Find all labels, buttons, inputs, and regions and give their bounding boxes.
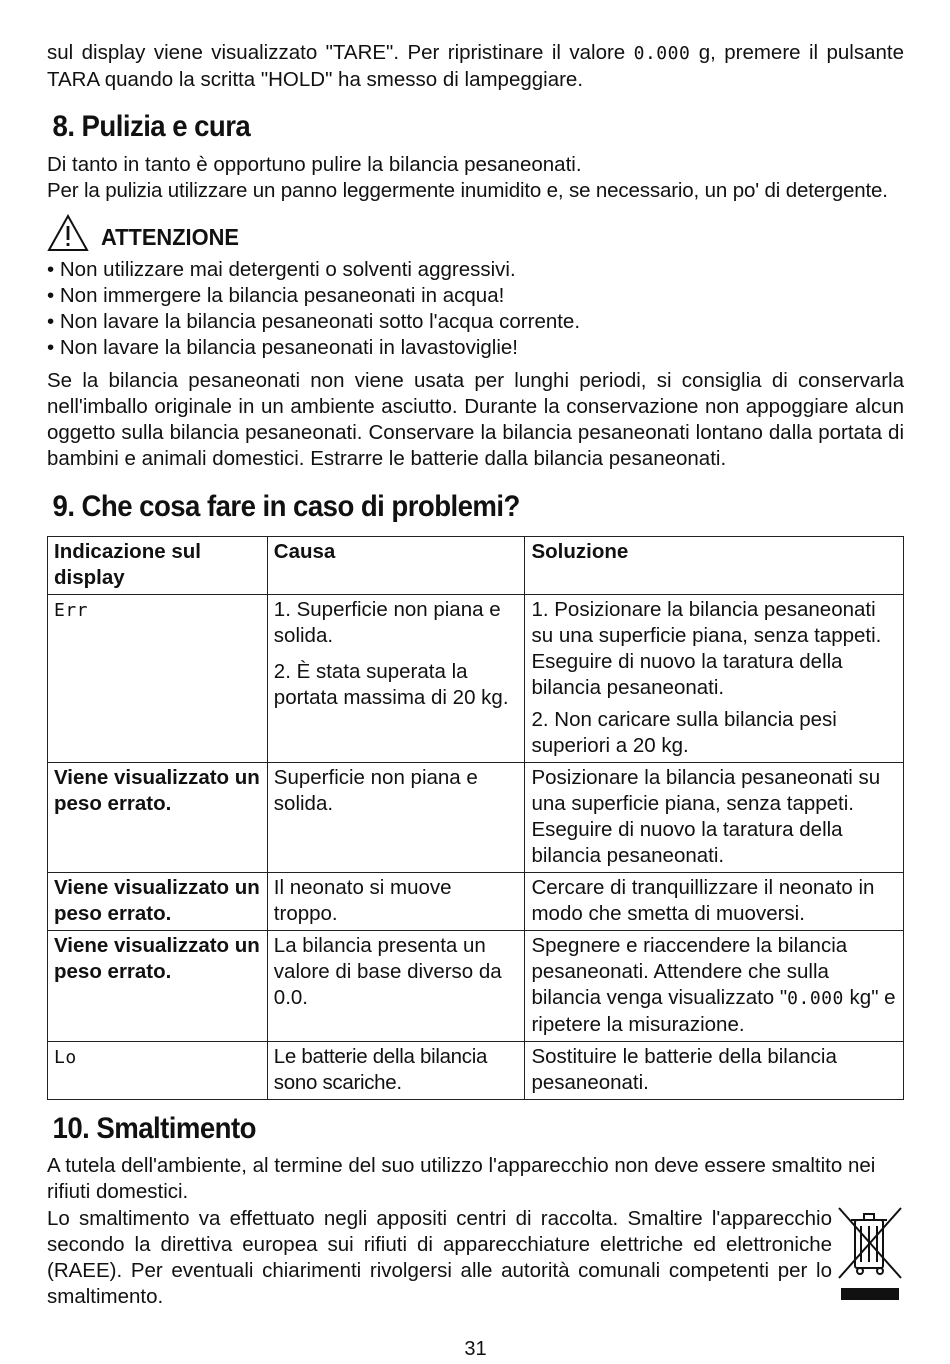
section-9-title: 9. Che cosa fare in caso di problemi?: [52, 490, 520, 523]
intro-text-before: sul display viene visualizzato "TARE". Per ripristinare il valore: [47, 41, 634, 64]
solution-text-after: kg" e ripetere la misurazione.: [531, 986, 896, 1036]
section-8-intro: [47, 152, 917, 204]
storage-paragraph: Se la bilancia pesaneonati non viene usata per lunghi periodi, si consiglia di conservarla nell'imballo originale in un ambiente asciutto. Durante la conservazione non appoggiare alcun oggetto sulla bilancia pesaneonati. Conservare la bilancia pesaneonati lontano dalla portata di bambini e animali domestici. Estrarre le batterie dalla bilancia pesaneonati.: [47, 369, 904, 470]
display-code: Lo: [54, 1047, 77, 1068]
section-8-line-1: Di tanto in tanto è opportuno pulire la bilancia pesaneonati.: [47, 153, 582, 176]
solution-cell: Cercare di tranquillizzare il neonato in modo che smetta di muoversi.: [525, 873, 904, 931]
indication-cell: [48, 1042, 268, 1100]
table-row: [48, 931, 904, 1042]
cause-cell: Le batterie della bilancia sono scariche.: [267, 1042, 525, 1100]
solution-cell: Posizionare la bilancia pesaneonati su una superficie piana, senza tappeti. Eseguire di nuovo la taratura della bilancia pesaneonati.: [525, 763, 904, 873]
table-header-row: [48, 537, 904, 595]
disposal-paragraph-1: A tutela dell'ambiente, al termine del suo utilizzo l'apparecchio non deve essere smaltito nei rifiuti domestici.: [47, 1154, 876, 1203]
cause-cell: [267, 595, 525, 763]
solution-cell: [525, 931, 904, 1042]
intro-paragraph: [47, 40, 904, 93]
warning-heading: [47, 214, 246, 252]
table-row: [48, 763, 904, 873]
warning-item: • Non immergere la bilancia pesaneonati in acqua!: [47, 283, 580, 309]
table-row: [48, 1042, 904, 1100]
indication-cell: Viene visualizzato un peso errato.: [48, 763, 268, 873]
header-indication: Indicazione sul display: [48, 537, 268, 595]
intro-text-after: g, premere il pulsante TARA quando la scritta "HOLD" ha smesso di lampeggiare.: [47, 41, 904, 91]
disposal-paragraph-2: Lo smaltimento va effettuato negli appositi centri di raccolta. Smaltire l'apparecchio secondo la direttiva europea sui rifiuti di apparecchiature elettriche ed elettroniche (RAEE). Per eventuali chiarimenti rivolgersi alle autorità comunali competenti per lo smaltimento.: [47, 1207, 832, 1308]
display-code: Err: [54, 600, 89, 621]
solution-text-before: Spegnere e riaccendere la bilancia pesaneonati. Attendere che sulla bilancia venga visualizzato ": [531, 934, 848, 1009]
section-8-title: 8. Pulizia e cura: [52, 110, 251, 143]
cause-item: 1. Superficie non piana e solida.: [273, 598, 501, 647]
header-cause: Causa: [267, 537, 525, 595]
cause-cell: Il neonato si muove troppo.: [267, 873, 525, 931]
display-value: 0.000: [633, 43, 691, 64]
cause-item: 2. È stata superata la portata massima di 20 kg.: [273, 660, 509, 709]
header-solution: Soluzione: [525, 537, 904, 595]
warning-triangle-icon: [47, 214, 89, 252]
solution-cell: Sostituire le batterie della bilancia pesaneonati.: [525, 1042, 904, 1100]
indication-cell: [48, 595, 268, 763]
section-10-title: 10. Smaltimento: [52, 1112, 256, 1145]
solution-item: 2. Non caricare sulla bilancia pesi superiori a 20 kg.: [531, 708, 837, 757]
warning-item: • Non lavare la bilancia pesaneonati sotto l'acqua corrente.: [47, 309, 580, 335]
section-8-line-2: Per la pulizia utilizzare un panno leggermente inumidito e, se necessario, un po' di detergente.: [47, 179, 888, 202]
warning-item: • Non lavare la bilancia pesaneonati in lavastoviglie!: [47, 335, 580, 361]
page-number: 31: [464, 1338, 487, 1360]
indication-cell: Viene visualizzato un peso errato.: [48, 931, 268, 1042]
troubleshooting-table: [47, 536, 904, 1100]
cause-cell: La bilancia presenta un valore di base diverso da 0.0.: [267, 931, 525, 1042]
weee-crossed-bin-icon: [835, 1204, 905, 1304]
table-row: [48, 595, 904, 763]
warning-title: ATTENZIONE: [101, 224, 239, 250]
solution-item: 1. Posizionare la bilancia pesaneonati su una superficie piana, senza tappeti. Eseguire di nuovo la taratura della bilancia pesaneonati.: [531, 598, 882, 699]
cause-cell: Superficie non piana e solida.: [267, 763, 525, 873]
indication-cell: Viene visualizzato un peso errato.: [48, 873, 268, 931]
display-value: 0.000: [787, 988, 844, 1009]
solution-cell: [525, 595, 904, 763]
warning-list: [47, 257, 580, 361]
warning-item: • Non utilizzare mai detergenti o solventi aggressivi.: [47, 257, 580, 283]
table-row: [48, 873, 904, 931]
